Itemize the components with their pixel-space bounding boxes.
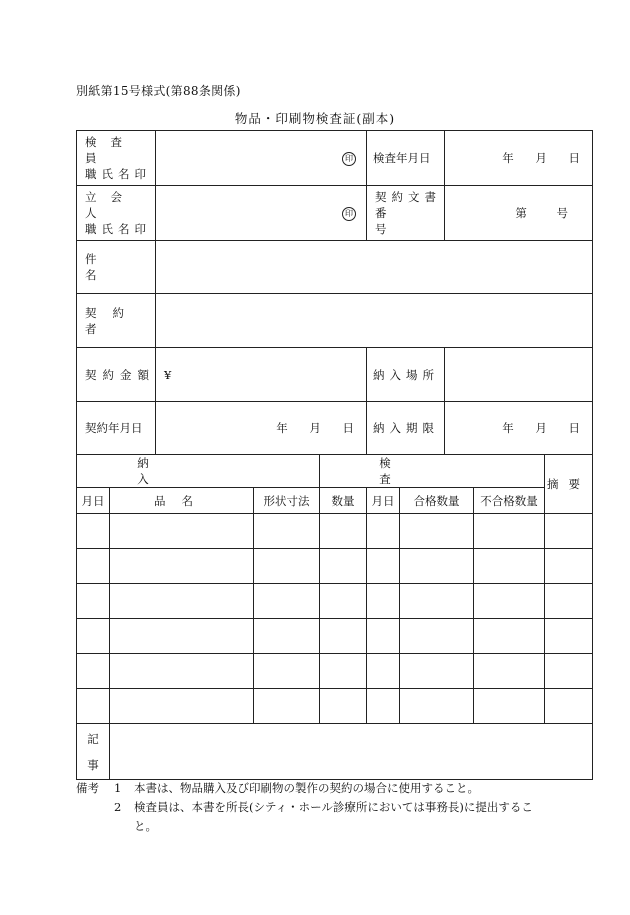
cell-passed[interactable] <box>400 584 474 619</box>
memo-field[interactable] <box>110 724 593 780</box>
cell-failed[interactable] <box>474 549 545 584</box>
contract-doc-number-field[interactable]: 第 号 <box>445 186 593 241</box>
contractor-label: 契約者 <box>77 294 156 348</box>
cell-delivery-date[interactable] <box>77 514 110 549</box>
cell-quantity[interactable] <box>320 689 367 724</box>
inspector-seal-icon: 印 <box>342 152 356 166</box>
table-row <box>77 514 593 549</box>
col-quantity: 数量 <box>320 488 367 514</box>
witness-label-line1: 立会人 <box>85 190 136 220</box>
subject-field[interactable] <box>156 241 593 294</box>
cell-remarks[interactable] <box>545 549 593 584</box>
cell-inspect-date[interactable] <box>367 514 400 549</box>
cell-remarks[interactable] <box>545 689 593 724</box>
col-delivery-date: 月日 <box>77 488 110 514</box>
cell-passed[interactable] <box>400 549 474 584</box>
table-row <box>77 619 593 654</box>
cell-inspect-date[interactable] <box>367 654 400 689</box>
cell-quantity[interactable] <box>320 619 367 654</box>
col-size: 形状寸法 <box>254 488 320 514</box>
cell-item-name[interactable] <box>110 584 254 619</box>
delivery-section-text: 納入 <box>137 456 259 486</box>
cell-failed[interactable] <box>474 584 545 619</box>
cell-size[interactable] <box>254 654 320 689</box>
cell-delivery-date[interactable] <box>77 654 110 689</box>
table-row <box>77 689 593 724</box>
table-row <box>77 654 593 689</box>
cell-delivery-date[interactable] <box>77 584 110 619</box>
col-item-name: 品名 <box>110 488 254 514</box>
inspection-date-label: 検査年月日 <box>367 131 445 186</box>
cell-remarks[interactable] <box>545 654 593 689</box>
cell-inspect-date[interactable] <box>367 619 400 654</box>
cell-size[interactable] <box>254 549 320 584</box>
cell-passed[interactable] <box>400 689 474 724</box>
cell-size[interactable] <box>254 619 320 654</box>
inspection-section-header <box>320 455 545 488</box>
memo-label-line2: 事 <box>87 757 99 772</box>
cell-passed[interactable] <box>400 654 474 689</box>
cell-size[interactable] <box>254 584 320 619</box>
cell-failed[interactable] <box>474 514 545 549</box>
cell-size[interactable] <box>254 514 320 549</box>
cell-delivery-date[interactable] <box>77 549 110 584</box>
cell-inspect-date[interactable] <box>367 549 400 584</box>
col-passed-qty: 合格数量 <box>400 488 474 514</box>
document-title: 物品・印刷物検査証(副本) <box>234 111 396 126</box>
cell-size[interactable] <box>254 689 320 724</box>
contract-date-label: 契約年月日 <box>77 402 156 455</box>
witness-label <box>77 186 156 241</box>
notes-heading: 備考 <box>76 781 99 795</box>
witness-seal-icon: 印 <box>342 207 356 221</box>
contract-doc-label-line2: 番号 <box>375 206 425 236</box>
note-text: 検査員は、本書を所長(シティ・ホール診療所においては事務長)に提出するこ <box>134 800 533 814</box>
table-row <box>77 549 593 584</box>
inspector-label-line1: 検査員 <box>85 135 136 165</box>
cell-quantity[interactable] <box>320 514 367 549</box>
cell-remarks[interactable] <box>545 514 593 549</box>
inspector-name-field[interactable] <box>156 131 367 186</box>
cell-item-name[interactable] <box>110 549 254 584</box>
cell-item-name[interactable] <box>110 619 254 654</box>
cell-item-name[interactable] <box>110 689 254 724</box>
cell-item-name[interactable] <box>110 514 254 549</box>
delivery-deadline-label: 納入期限 <box>367 402 445 455</box>
col-inspect-date: 月日 <box>367 488 400 514</box>
delivery-section-header <box>77 455 320 488</box>
contractor-field[interactable] <box>156 294 593 348</box>
contract-date-field[interactable]: 年 月 日 <box>156 402 367 455</box>
memo-label-line1: 記 <box>87 731 99 746</box>
cell-inspect-date[interactable] <box>367 584 400 619</box>
contract-amount-label: 契約金額 <box>77 348 156 402</box>
form-number-note: 別紙第15号様式(第88条関係) <box>76 84 241 98</box>
cell-passed[interactable] <box>400 619 474 654</box>
contract-amount-field[interactable] <box>156 348 367 402</box>
note-text: 本書は、物品購入及び印刷物の製作の契約の場合に使用すること。 <box>134 781 479 795</box>
cell-failed[interactable] <box>474 619 545 654</box>
inspection-section-text: 検査 <box>379 456 485 486</box>
cell-inspect-date[interactable] <box>367 689 400 724</box>
subject-label: 件名 <box>77 241 156 294</box>
delivery-place-label: 納入場所 <box>367 348 445 402</box>
yen-symbol: ¥ <box>164 367 172 382</box>
witness-label-line2: 職氏名印 <box>85 222 151 236</box>
contract-doc-label-line1: 契約文書 <box>375 190 442 204</box>
inspection-date-field[interactable]: 年 月 日 <box>445 131 593 186</box>
cell-quantity[interactable] <box>320 584 367 619</box>
inspector-label-line2: 職氏名印 <box>85 167 151 181</box>
cell-quantity[interactable] <box>320 654 367 689</box>
note-item <box>76 798 556 817</box>
cell-remarks[interactable] <box>545 584 593 619</box>
table-row <box>77 584 593 619</box>
cell-item-name[interactable] <box>110 654 254 689</box>
cell-quantity[interactable] <box>320 549 367 584</box>
cell-passed[interactable] <box>400 514 474 549</box>
col-failed-qty: 不合格数量 <box>474 488 545 514</box>
note-number: 2 <box>114 800 122 814</box>
cell-failed[interactable] <box>474 689 545 724</box>
cell-remarks[interactable] <box>545 619 593 654</box>
witness-name-field[interactable] <box>156 186 367 241</box>
inspection-form-table <box>76 130 593 780</box>
cell-delivery-date[interactable] <box>77 619 110 654</box>
memo-label <box>77 724 110 780</box>
delivery-place-field[interactable] <box>445 348 593 402</box>
contract-doc-number-label <box>367 186 445 241</box>
remarks-notes <box>76 779 556 836</box>
cell-failed[interactable] <box>474 654 545 689</box>
delivery-deadline-field[interactable]: 年 月 日 <box>445 402 593 455</box>
note-item <box>76 779 556 798</box>
note-number: 1 <box>114 781 122 795</box>
note-text-continuation: と。 <box>134 819 157 833</box>
inspector-label <box>77 131 156 186</box>
cell-delivery-date[interactable] <box>77 689 110 724</box>
remarks-header: 摘要 <box>545 455 593 514</box>
